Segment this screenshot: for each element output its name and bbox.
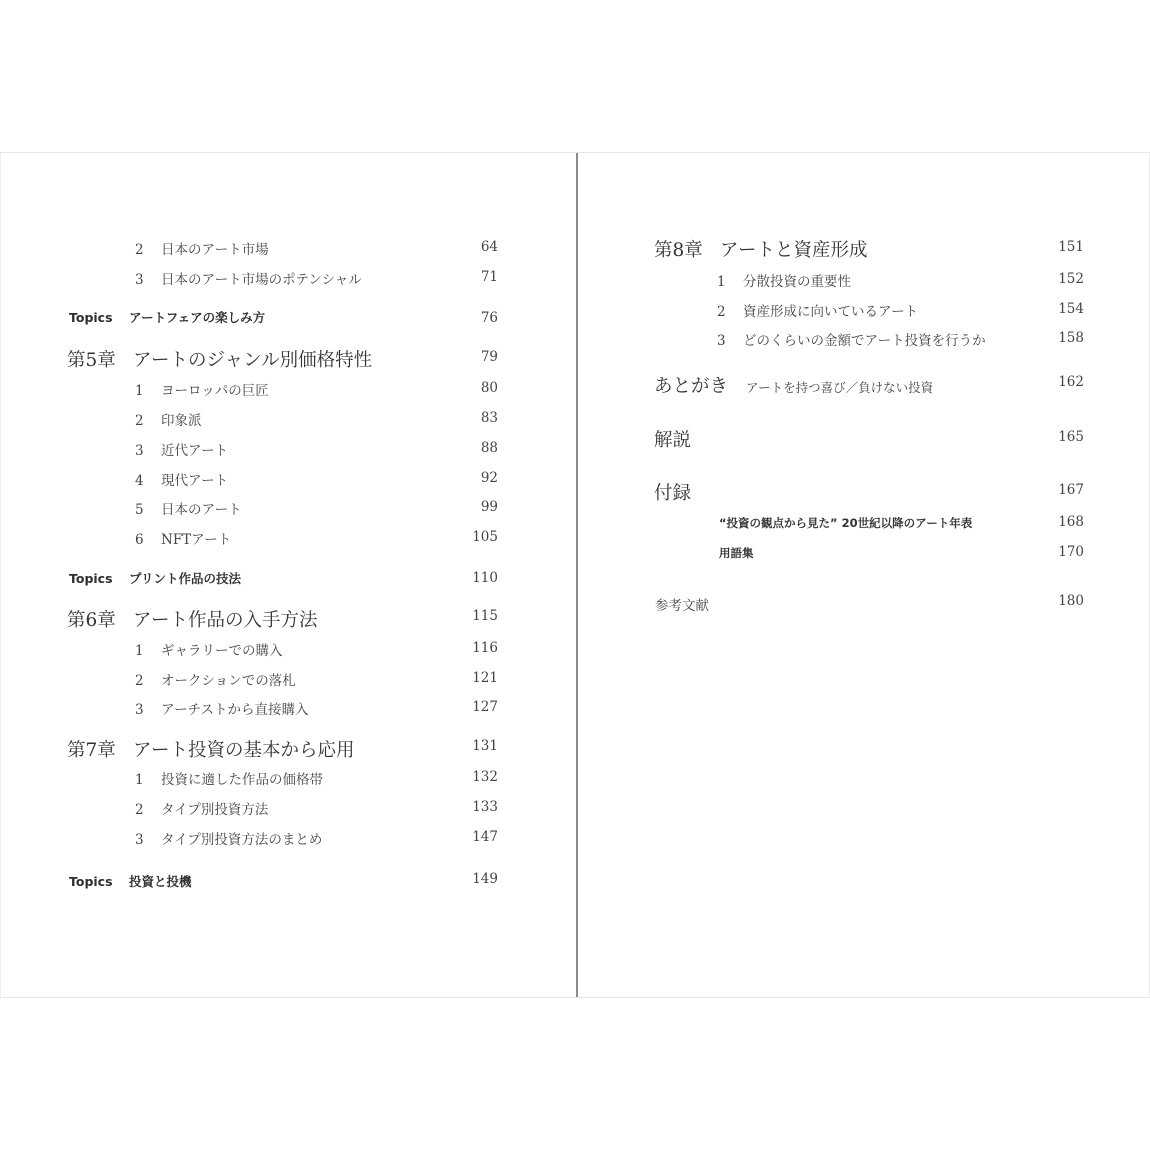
toc-section-entry bbox=[135, 528, 231, 548]
section-title: 日本のアート bbox=[161, 502, 242, 518]
toc-references-entry: 参考文献 bbox=[655, 598, 709, 614]
page-number: 133 bbox=[472, 799, 498, 815]
toc-topic-entry bbox=[69, 872, 192, 890]
page-number: 147 bbox=[472, 829, 498, 845]
section-index: 2 bbox=[135, 242, 144, 258]
toc-section-entry bbox=[135, 498, 242, 518]
page-number: 149 bbox=[472, 871, 498, 887]
section-index: 6 bbox=[135, 532, 144, 548]
section-title: 資産形成に向いているアート bbox=[743, 304, 919, 320]
chapter-label: 第6章 bbox=[67, 610, 116, 631]
toc-afterword-entry bbox=[654, 372, 933, 398]
page-number: 154 bbox=[1058, 301, 1084, 317]
chapter-title: アート投資の基本から応用 bbox=[133, 740, 355, 761]
section-index: 5 bbox=[135, 502, 144, 518]
page-number: 165 bbox=[1058, 429, 1084, 445]
page-number: 79 bbox=[480, 349, 498, 365]
toc-section-entry bbox=[135, 439, 228, 459]
toc-commentary-heading: 解説 bbox=[654, 430, 692, 451]
appendix-item-title: 用語集 bbox=[719, 546, 754, 560]
topic-label: Topics bbox=[69, 874, 113, 889]
section-title: どのくらいの金額でアート投資を行うか bbox=[743, 333, 986, 349]
section-title: 日本のアート市場 bbox=[161, 242, 269, 258]
page-number: 132 bbox=[472, 769, 498, 785]
page-number: 76 bbox=[480, 310, 498, 326]
toc-topic-entry bbox=[69, 569, 241, 587]
section-title: アーチストから直接購入 bbox=[161, 702, 309, 718]
toc-section-entry bbox=[717, 329, 986, 349]
toc-section-entry bbox=[135, 698, 309, 718]
afterword-label: あとがき bbox=[654, 376, 729, 397]
toc-chapter-entry bbox=[654, 236, 867, 262]
page-number: 131 bbox=[472, 738, 498, 754]
section-index: 3 bbox=[135, 272, 144, 288]
topic-title: アートフェアの楽しみ方 bbox=[129, 310, 266, 325]
page-number: 99 bbox=[480, 499, 498, 515]
page-number: 167 bbox=[1058, 482, 1084, 498]
chapter-title: アートのジャンル別価格特性 bbox=[133, 350, 373, 371]
toc-chapter-entry bbox=[67, 736, 354, 762]
toc-section-entry bbox=[135, 798, 268, 818]
page-number: 168 bbox=[1058, 514, 1084, 530]
book-spread bbox=[0, 152, 1150, 998]
toc-section-entry bbox=[717, 300, 918, 320]
toc-section-entry bbox=[717, 270, 851, 290]
toc-section-entry bbox=[135, 639, 283, 659]
page-number: 152 bbox=[1058, 271, 1084, 287]
section-title: ヨーロッパの巨匠 bbox=[161, 383, 269, 399]
toc-section-entry bbox=[135, 238, 269, 258]
chapter-label: 第8章 bbox=[654, 240, 703, 261]
section-index: 2 bbox=[717, 304, 726, 320]
topic-label: Topics bbox=[69, 571, 113, 586]
toc-section-entry bbox=[135, 828, 322, 848]
page-number: 115 bbox=[472, 608, 498, 624]
toc-section-entry bbox=[135, 268, 362, 288]
chapter-title: アートと資産形成 bbox=[720, 240, 868, 261]
page-number: 71 bbox=[480, 269, 498, 285]
afterword-title: アートを持つ喜び／負けない投資 bbox=[746, 380, 934, 395]
section-index: 1 bbox=[135, 643, 144, 659]
page-number: 105 bbox=[472, 529, 498, 545]
section-title: タイプ別投資方法 bbox=[161, 802, 269, 818]
section-index: 3 bbox=[717, 333, 726, 349]
appendix-item-title: “投資の観点から見た” 20世紀以降のアート年表 bbox=[719, 516, 973, 530]
toc-topic-entry bbox=[69, 308, 265, 326]
section-title: 現代アート bbox=[161, 473, 229, 489]
toc-appendix-heading: 付録 bbox=[654, 483, 692, 504]
page-number: 92 bbox=[480, 470, 498, 486]
page-number: 162 bbox=[1058, 374, 1084, 390]
section-index: 1 bbox=[717, 274, 726, 290]
page-number: 80 bbox=[480, 380, 498, 396]
chapter-label: 第5章 bbox=[67, 350, 116, 371]
page-number: 170 bbox=[1058, 544, 1084, 560]
page-number: 83 bbox=[480, 410, 498, 426]
toc-section-entry bbox=[135, 379, 269, 399]
section-title: ギャラリーでの購入 bbox=[161, 643, 283, 659]
topic-title: 投資と投機 bbox=[129, 874, 192, 889]
section-title: 日本のアート市場のポテンシャル bbox=[161, 272, 362, 288]
topic-label: Topics bbox=[69, 310, 113, 325]
page-number: 180 bbox=[1058, 593, 1084, 609]
section-title: タイプ別投資方法のまとめ bbox=[161, 832, 323, 848]
toc-left-page bbox=[0, 153, 577, 997]
page-number: 64 bbox=[480, 239, 498, 255]
chapter-label: 第7章 bbox=[67, 740, 116, 761]
section-title: 分散投資の重要性 bbox=[743, 274, 851, 290]
section-title: 近代アート bbox=[161, 443, 229, 459]
page-number: 88 bbox=[480, 440, 498, 456]
page-number: 158 bbox=[1058, 330, 1084, 346]
section-title: 印象派 bbox=[161, 413, 202, 429]
section-title: NFTアート bbox=[161, 532, 232, 548]
page-number: 151 bbox=[1058, 239, 1084, 255]
toc-right-page bbox=[579, 153, 1150, 997]
toc-section-entry bbox=[135, 409, 202, 429]
section-index: 3 bbox=[135, 702, 144, 718]
toc-chapter-entry bbox=[67, 606, 317, 632]
section-index: 2 bbox=[135, 673, 144, 689]
toc-section-entry bbox=[135, 469, 228, 489]
toc-section-entry bbox=[135, 768, 323, 788]
section-index: 3 bbox=[135, 832, 144, 848]
section-index: 4 bbox=[135, 473, 144, 489]
toc-chapter-entry bbox=[67, 346, 372, 372]
section-index: 2 bbox=[135, 413, 144, 429]
chapter-title: アート作品の入手方法 bbox=[133, 610, 318, 631]
section-index: 1 bbox=[135, 383, 144, 399]
toc-section-entry bbox=[135, 669, 296, 689]
section-title: オークションでの落札 bbox=[161, 673, 296, 689]
page-number: 127 bbox=[472, 699, 498, 715]
section-index: 3 bbox=[135, 443, 144, 459]
page-number: 110 bbox=[472, 570, 498, 586]
section-title: 投資に適した作品の価格帯 bbox=[161, 772, 323, 788]
page-number: 121 bbox=[472, 670, 498, 686]
section-index: 1 bbox=[135, 772, 144, 788]
page-number: 116 bbox=[472, 640, 498, 656]
section-index: 2 bbox=[135, 802, 144, 818]
topic-title: プリント作品の技法 bbox=[129, 571, 242, 586]
